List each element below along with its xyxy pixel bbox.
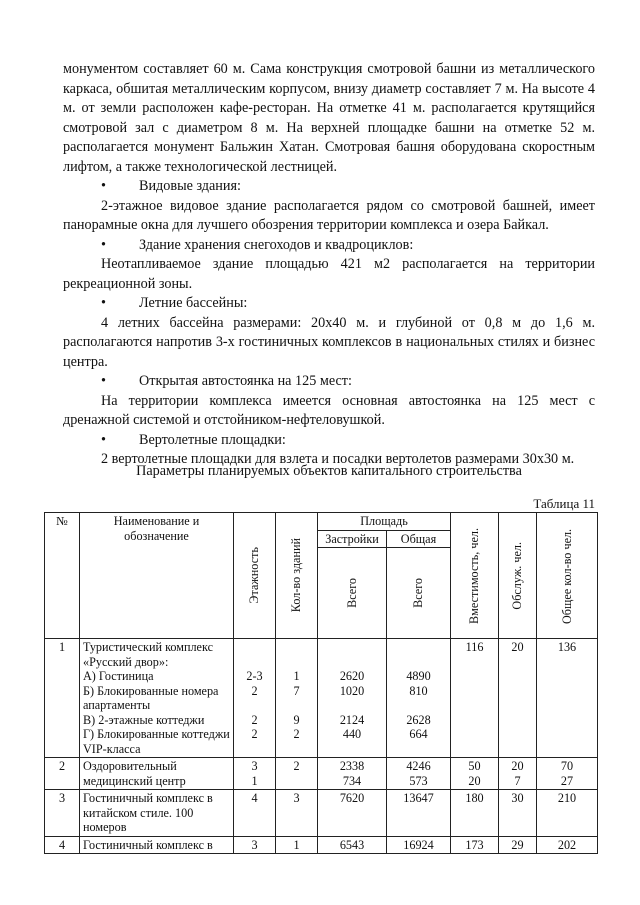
cell-line: 1020 <box>339 683 365 698</box>
cell-name <box>80 639 234 758</box>
cell-line <box>321 655 383 670</box>
cell-line: 13647 <box>403 791 434 805</box>
cell-line: 1 <box>293 837 300 852</box>
cell-line <box>279 640 314 655</box>
paragraph: монументом составляет 60 м. Сама конструкция смотровой башни из металлического каркаса, обшитая металлическим корпусом, внизу диаметр составляет 7 м. На высоте 4 м. от земли расположен кафе-ресторан. На отметке 41 м. располагается крутящийся смотровой зал с диаметром 8 м. На верхней площадке башни на отметке 52 м. располагается монумент Бальжин Хатан. Смотровая башня оборудована скоростным лифтом, а также технологической лестницей. <box>63 61 595 175</box>
cell-staff <box>499 790 537 837</box>
table-label: Таблица 11 <box>533 496 595 511</box>
cell-name <box>80 836 234 854</box>
bullet-item <box>63 431 595 451</box>
bullet-text: Вертолетные площадки: <box>139 431 286 448</box>
header-built: Застройки <box>318 530 387 548</box>
cell-line: 27 <box>560 773 574 788</box>
cell-line: 4 <box>251 791 258 805</box>
table-row <box>45 758 598 790</box>
bullet-item <box>63 177 595 197</box>
cell-line <box>390 742 447 757</box>
bullet-dot: • <box>101 178 106 194</box>
cell-line: 810 <box>409 683 428 698</box>
cell-line: 116 <box>465 640 484 654</box>
cell-line: 16924 <box>403 837 434 852</box>
cell-line: 4246 <box>406 759 431 773</box>
table-row <box>45 836 598 854</box>
cell-line: Г) Блокированные коттеджи VIP-класса <box>83 727 230 756</box>
cell-line: 2 <box>251 683 258 698</box>
cell-line: В) 2-этажные коттеджи <box>83 712 205 727</box>
cell-built <box>318 639 387 758</box>
cell-capacity <box>451 836 499 854</box>
cell-line: 2 <box>293 727 300 741</box>
cell-name <box>80 790 234 837</box>
parameters-table <box>44 512 598 854</box>
cell-people <box>537 758 598 790</box>
header-staff: Обслуж. чел. <box>499 513 537 639</box>
cell-line: 180 <box>465 791 484 805</box>
cell-total <box>387 758 451 790</box>
cell-line: 3 <box>58 791 66 805</box>
cell-capacity <box>451 758 499 790</box>
cell-floors <box>234 758 276 790</box>
header-name: Наименование и обозначение <box>80 513 234 639</box>
cell-line: 440 <box>342 727 362 741</box>
cell-line <box>321 698 383 713</box>
cell-floors <box>234 790 276 837</box>
cell-line: 30 <box>511 791 524 805</box>
cell-num <box>45 836 80 854</box>
header-built-all: Всего <box>318 548 387 639</box>
header-num: № <box>45 513 80 639</box>
table-body <box>45 639 598 854</box>
cell-line: 20 <box>468 773 481 788</box>
cell-capacity <box>451 639 499 758</box>
cell-staff <box>499 758 537 790</box>
cell-line: 1 <box>58 640 66 654</box>
cell-built <box>318 790 387 837</box>
paragraph: 4 летних бассейна размерами: 20x40 м. и глубиной от 0,8 м до 1,6 м. располагаются напротив 3-х гостиничных комплексов в национальных стилях и бизнес центра. <box>63 314 595 370</box>
bullet-dot: • <box>101 373 106 389</box>
cell-line: 173 <box>465 837 484 852</box>
cell-staff <box>499 836 537 854</box>
cell-line: 2 <box>58 759 66 773</box>
cell-line: Туристический комплекс «Русский двор»: <box>83 640 213 669</box>
cell-line: 4890 <box>406 669 431 683</box>
cell-buildings <box>276 639 318 758</box>
cell-line: 2 <box>293 759 300 773</box>
header-people: Общее кол-во чел. <box>537 513 598 639</box>
cell-num <box>45 790 80 837</box>
cell-buildings <box>276 758 318 790</box>
paragraph: На территории комплекса имеется основная автостоянка на 125 мест с дренажной системой и отстойником-нефтеловушкой. <box>63 392 595 428</box>
header-floors: Этажность <box>234 513 276 639</box>
cell-line: 136 <box>557 640 577 654</box>
cell-line: Гостиничный комплекс в <box>83 837 213 852</box>
cell-line: 664 <box>409 727 428 741</box>
cell-line: 2 <box>251 727 258 741</box>
cell-line: 202 <box>557 837 577 852</box>
cell-line: 1 <box>293 669 300 683</box>
bullet-item <box>63 372 595 392</box>
cell-line: 7620 <box>339 791 365 805</box>
bullet-dot: • <box>101 431 106 448</box>
cell-line <box>279 742 314 757</box>
cell-line: 210 <box>557 791 577 805</box>
cell-built <box>318 758 387 790</box>
table-caption: Параметры планируемых объектов капитального строительства <box>136 463 522 479</box>
cell-floors <box>234 836 276 854</box>
cell-staff <box>499 639 537 758</box>
cell-line <box>237 742 272 757</box>
cell-line <box>321 742 383 757</box>
paragraph: 2 вертолетные площадки для взлета и посадки вертолетов размерами 30x30 м. <box>101 451 575 467</box>
cell-line: 4 <box>58 837 66 852</box>
header-buildings: Кол-во зданий <box>276 513 318 639</box>
cell-line <box>321 640 383 655</box>
cell-built <box>318 836 387 854</box>
bullet-text: Летние бассейны: <box>139 295 248 311</box>
bullet-text: Открытая автостоянка на 125 мест: <box>139 373 352 389</box>
cell-line: 70 <box>560 759 574 773</box>
cell-num <box>45 639 80 758</box>
cell-total <box>387 790 451 837</box>
cell-line: 734 <box>342 773 362 788</box>
cell-line: 2 <box>251 712 258 727</box>
cell-line: 573 <box>409 773 428 788</box>
cell-people <box>537 790 598 837</box>
cell-line: А) Гостиница <box>83 669 154 683</box>
cell-line: 2620 <box>339 669 365 683</box>
cell-line: 6543 <box>339 837 365 852</box>
cell-name <box>80 758 234 790</box>
cell-line: 7 <box>514 773 521 788</box>
cell-buildings <box>276 790 318 837</box>
cell-line: 29 <box>511 837 524 852</box>
body-text <box>63 60 595 470</box>
cell-line: 20 <box>511 640 524 654</box>
cell-line: 50 <box>468 759 481 773</box>
header-total-all: Всего <box>387 548 451 639</box>
bullet-text: Здание хранения снегоходов и квадроциклов: <box>139 236 414 253</box>
cell-floors <box>234 639 276 758</box>
cell-line: 3 <box>293 791 300 805</box>
cell-line: Оздоровительный медицинский центр <box>83 759 186 788</box>
table-row <box>45 639 598 758</box>
cell-people <box>537 836 598 854</box>
cell-buildings <box>276 836 318 854</box>
cell-line <box>390 698 447 713</box>
cell-line: 7 <box>293 683 300 698</box>
cell-line: 2124 <box>339 712 365 727</box>
bullet-item <box>63 236 595 256</box>
cell-total <box>387 836 451 854</box>
cell-line <box>390 655 447 670</box>
cell-line: 2-3 <box>246 669 263 683</box>
cell-line: 2338 <box>339 759 365 773</box>
cell-num <box>45 758 80 790</box>
header-total: Общая <box>387 530 451 548</box>
cell-line: Гостиничный комплекс в китайском стиле. 100 номеров <box>83 791 213 834</box>
paragraph: Неотапливаемое здание площадью 421 м2 располагается на территории рекреационной зоны. <box>63 256 595 292</box>
cell-line: 20 <box>511 759 524 773</box>
cell-line: 3 <box>251 759 258 773</box>
cell-line <box>237 640 272 655</box>
cell-total <box>387 639 451 758</box>
bullet-dot: • <box>101 236 106 253</box>
cell-line: 3 <box>251 837 258 852</box>
cell-people <box>537 639 598 758</box>
cell-line <box>390 640 447 655</box>
bullet-dot: • <box>101 295 106 311</box>
bullet-text: Видовые здания: <box>139 178 241 194</box>
cell-line <box>279 655 314 670</box>
bullet-item <box>63 294 595 314</box>
table-row <box>45 790 598 837</box>
cell-line <box>237 698 272 713</box>
cell-line: 9 <box>293 712 300 727</box>
cell-line: 1 <box>251 773 258 788</box>
cell-line <box>279 698 314 713</box>
cell-capacity <box>451 790 499 837</box>
paragraph: 2-этажное видовое здание располагается рядом со смотровой башней, имеет панорамные окна для лучшего обозрения территории комплекса и озера Байкал. <box>63 197 595 233</box>
header-capacity: Вместимость, чел. <box>451 513 499 639</box>
cell-line: Б) Блокированные номера апартаменты <box>83 683 219 712</box>
cell-line <box>237 655 272 670</box>
header-area: Площадь <box>318 513 451 531</box>
cell-line: 2628 <box>406 712 431 727</box>
